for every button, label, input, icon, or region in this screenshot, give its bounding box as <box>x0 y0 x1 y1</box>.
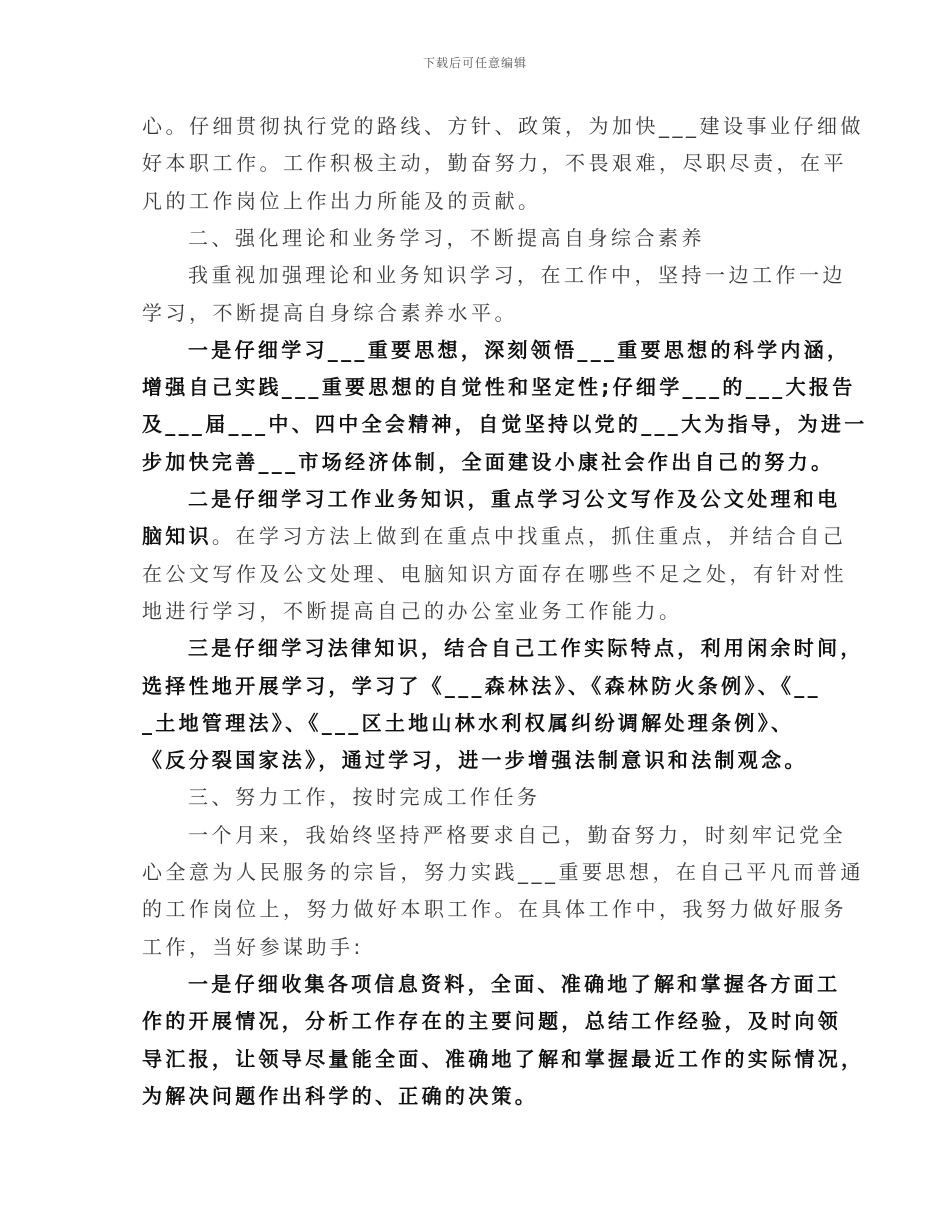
bold-text: 脑知识 <box>142 524 212 549</box>
text-line <box>142 410 868 438</box>
text-line <box>142 448 834 476</box>
bold-text: 《反分裂国家法》，通过学习，进一步增强法制意识和法制观念。 <box>142 748 808 773</box>
bold-text: 步加快完善___市场经济体制，全面建设小康社会作出自己的努力。 <box>142 449 835 474</box>
regular-text: 我重视加强理论和业务知识学习，在工作中，坚持一边工作一边 <box>188 263 846 288</box>
section-heading <box>188 224 705 252</box>
regular-text: 工作，当好参谋助手: <box>142 934 364 959</box>
text-line <box>142 187 542 215</box>
text-line <box>188 970 840 998</box>
text-line <box>142 1045 864 1073</box>
bold-text: 增强自己实践___重要思想的自觉性和坚定性;仔细学___的___大报告 <box>142 375 856 400</box>
text-line <box>188 821 846 849</box>
bold-text: _土地管理法》、《___区土地山林水利权属纠纷调解处理条例》、 <box>142 710 795 735</box>
bold-text: 及___届___中、四中全会精神，自觉坚持以党的___大为指导，为进一 <box>142 412 868 437</box>
text-line <box>188 336 850 364</box>
text-line <box>142 299 518 327</box>
bold-text: 一是仔细收集各项信息资料，全面、准确地了解和掌握各方面工 <box>188 971 841 996</box>
regular-text: 凡的工作岗位上作出力所能及的贡献。 <box>142 188 542 213</box>
text-line <box>142 1007 841 1035</box>
text-line <box>142 858 864 886</box>
bold-text: 导汇报，让领导尽量能全面、准确地了解和掌握最近工作的实际情况， <box>142 1046 865 1071</box>
regular-text: 心。仔细贯彻执行党的路线、方针、政策，为加快___建设事业仔细做 <box>142 114 864 138</box>
text-line <box>142 672 821 700</box>
text-line <box>142 597 683 625</box>
regular-text: 。在学习方法上做到在重点中找重点，抓住重点，并结合自己 <box>211 524 847 549</box>
regular-text: 地进行学习，不断提高自己的办公室业务工作能力。 <box>142 598 683 623</box>
regular-text: 的工作岗位上，努力做好本职工作。在具体工作中，我努力做好服务 <box>142 897 847 922</box>
text-line <box>188 261 846 289</box>
regular-text: 二、强化理论和业务学习，不断提高自身综合素养 <box>188 225 705 250</box>
text-line <box>142 933 364 961</box>
text-line <box>188 634 864 662</box>
page-header: 下载后可任意编辑 <box>422 56 527 70</box>
bold-text: 三是仔细学习法律知识，结合自己工作实际特点，利用闲余时间， <box>188 636 864 661</box>
text-line <box>142 895 847 923</box>
bold-text: 二是仔细学习工作业务知识，重点学习公文写作及公文处理和电 <box>188 487 841 511</box>
bold-text: 一是仔细学习___重要思想，深刻领悟___重要思想的科学内涵， <box>188 337 851 362</box>
text-line <box>142 373 856 401</box>
bold-text: 作的开展情况，分析工作存在的主要问题，总结工作经验，及时向领 <box>142 1009 841 1034</box>
bold-text: 选择性地开展学习，学习了《___森林法》、《森林防火条例》、《__ <box>142 673 821 698</box>
text-line <box>142 522 846 550</box>
text-line <box>142 560 847 588</box>
regular-text: 好本职工作。工作积极主动，勤奋努力，不畏艰难，尽职尽责，在平 <box>142 151 847 176</box>
text-line <box>142 149 847 177</box>
regular-text: 三、努力工作，按时完成工作任务 <box>188 785 541 810</box>
text-line <box>142 112 864 140</box>
bold-text: 为解决问题作出科学的、正确的决策。 <box>142 1083 539 1108</box>
text-line <box>142 709 794 737</box>
regular-text: 在公文写作及公文处理、电脑知识方面存在哪些不足之处，有针对性 <box>142 561 847 586</box>
text-line <box>142 746 808 774</box>
regular-text: 一个月来，我始终坚持严格要求自己，勤奋努力，时刻牢记党全 <box>188 822 846 847</box>
regular-text: 心全意为人民服务的宗旨，努力实践___重要思想，在自己平凡而普通 <box>142 860 864 884</box>
text-line <box>142 1082 538 1110</box>
text-line <box>188 485 840 513</box>
regular-text: 学习，不断提高自身综合素养水平。 <box>142 300 518 325</box>
section-heading <box>188 783 541 811</box>
